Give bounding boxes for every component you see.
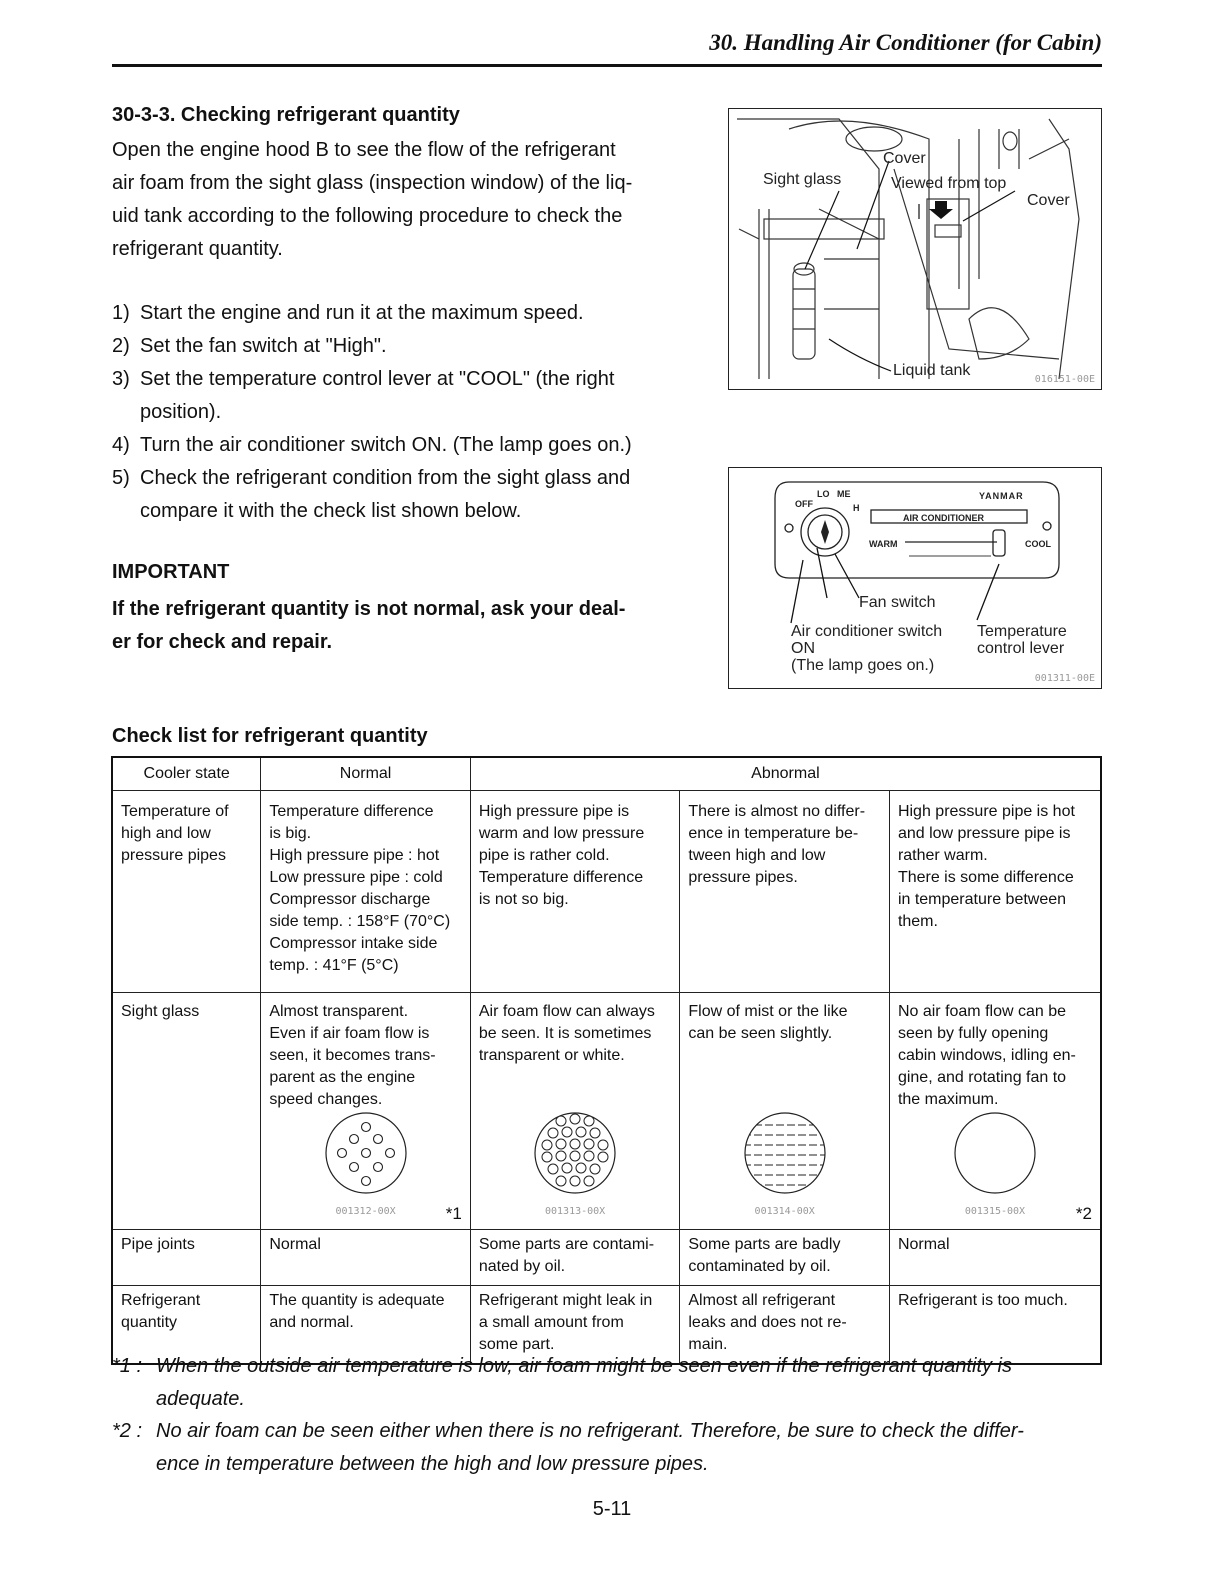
table-cell [889, 993, 1101, 1230]
label-temp-1: Temperature [977, 623, 1067, 640]
cell-line: Some parts are badly [688, 1236, 841, 1253]
cell-line: Normal [897, 1236, 950, 1253]
sight-glass-figure [471, 1111, 680, 1229]
figure-code: 016151-00E [1034, 374, 1095, 385]
step-number: 1) [112, 302, 130, 324]
important-title: IMPORTANT [112, 561, 230, 583]
cell-line: No air foam flow can be [897, 1003, 1067, 1020]
running-header: 30. Handling Air Conditioner (for Cabin) [709, 30, 1102, 55]
important-line: If the refrigerant quantity is not normal, ask your deal- [112, 598, 626, 620]
fan-knob-icon [821, 520, 829, 544]
check-list-table [111, 756, 1102, 1365]
table-cell [470, 791, 680, 993]
panel-warm: WARM [869, 539, 898, 549]
row-label-line: Sight glass [121, 1003, 200, 1020]
step-text: Start the engine and run it at the maximum speed. [140, 302, 584, 324]
glass-code: 001313-00X [545, 1206, 606, 1217]
cell-line: leaks and does not re- [688, 1314, 847, 1331]
label-temp-2: control lever [977, 640, 1065, 657]
label-cover-right: Cover [1027, 192, 1070, 209]
header-rule [112, 64, 1102, 67]
step-text: compare it with the check list shown below. [140, 500, 522, 522]
cell-line: pipe is rather cold. [478, 847, 610, 864]
figure-code: 001311-00E [1034, 673, 1095, 684]
intro-line: uid tank according to the following procedure to check the [112, 205, 623, 227]
label-liquid-tank: Liquid tank [893, 362, 971, 379]
cell-line: seen by fully opening [897, 1025, 1049, 1042]
table-cell [470, 993, 680, 1230]
label-sight-glass: Sight glass [763, 171, 842, 188]
cell-line: gine, and rotating fan to [897, 1069, 1067, 1086]
cell-line: parent as the engine [269, 1069, 416, 1086]
sight-glass-transparent-icon [324, 1111, 408, 1195]
cell-line: High pressure pipe : hot [269, 847, 440, 864]
glass-note: *1 [445, 1204, 462, 1223]
important-text [112, 593, 677, 659]
cell-line: Temperature difference [269, 803, 434, 820]
footnote-text: adequate. [156, 1388, 245, 1410]
label-fan-switch: Fan switch [859, 594, 936, 611]
table-cell [470, 1230, 680, 1286]
cell-line: pressure pipes. [688, 869, 798, 886]
step-number: 5) [112, 467, 130, 489]
cell-line: side temp. : 158°F (70°C) [269, 913, 451, 930]
cell-line: speed changes. [269, 1091, 383, 1108]
panel-brand: YANMAR [979, 491, 1024, 501]
table-cell [889, 791, 1101, 993]
cell-line: High pressure pipe is [478, 803, 630, 820]
cell-line: Flow of mist or the like [688, 1003, 848, 1020]
cell-line: Compressor discharge [269, 891, 431, 908]
cell-line: Refrigerant might leak in [478, 1292, 653, 1309]
cell-line: the maximum. [897, 1091, 999, 1108]
intro-line: air foam from the sight glass (inspection window) of the liq- [112, 172, 633, 194]
panel-lo: LO [817, 489, 830, 499]
figure-sight-glass [728, 108, 1102, 390]
cell-line: contaminated by oil. [688, 1258, 831, 1275]
table-row [112, 791, 1101, 993]
cell-line: can be seen slightly. [688, 1025, 833, 1042]
page-number: 5-11 [592, 1498, 632, 1520]
label-ac-switch-3: (The lamp goes on.) [791, 657, 935, 674]
cell-line: in temperature between [897, 891, 1067, 908]
cell-line: The quantity is adequate [269, 1292, 445, 1309]
table-cell [680, 993, 890, 1230]
cell-line: Low pressure pipe : cold [269, 869, 443, 886]
footnote-text: ence in temperature between the high and low pressure pipes. [156, 1453, 709, 1475]
cell-line: Even if air foam flow is [269, 1025, 430, 1042]
step-text: Set the fan switch at "High". [140, 335, 387, 357]
section-title: 30-3-3. Checking refrigerant quantity [112, 104, 460, 126]
table-header-row [112, 757, 1101, 791]
cell-line: Normal [269, 1236, 321, 1253]
step-text: position). [140, 401, 222, 423]
cell-line: cabin windows, idling en- [897, 1047, 1076, 1064]
glass-code: 001315-00X [964, 1206, 1026, 1217]
sight-glass-clear-icon [953, 1111, 1037, 1195]
panel-cool: COOL [1025, 539, 1051, 549]
panel-ac-label: AIR CONDITIONER [903, 513, 984, 523]
row-label-line: Pipe joints [121, 1236, 195, 1253]
step-5 [112, 462, 677, 528]
procedure-steps [112, 297, 677, 528]
cell-line: Almost transparent. [269, 1003, 409, 1020]
step-text: Set the temperature control lever at "COOL" (the right [140, 368, 615, 390]
cell-line: a small amount from [478, 1314, 624, 1331]
row-label-line: pressure pipes [121, 847, 226, 864]
panel-h: H [853, 503, 860, 513]
cell-line: main. [688, 1336, 728, 1353]
cell-line: Temperature difference [478, 869, 644, 886]
cell-line: and low pressure pipe is [897, 825, 1071, 842]
sight-glass-foam-icon [533, 1111, 617, 1195]
figure-control-panel [728, 467, 1102, 689]
table-cell [680, 791, 890, 993]
glass-code: 001312-00X [335, 1206, 396, 1217]
cell-line: High pressure pipe is hot [897, 803, 1075, 820]
step-number: 2) [112, 335, 130, 357]
cell-line: is not so big. [478, 891, 569, 908]
cell-line: Almost all refrigerant [688, 1292, 836, 1309]
row-label-line: Refrigerant [121, 1292, 201, 1309]
sight-glass-figure [890, 1111, 1100, 1229]
table-row [112, 993, 1101, 1230]
footnote-text: When the outside air temperature is low, air foam might be seen even if the refrigerant quantity is [156, 1355, 1012, 1377]
table-cell [680, 1230, 890, 1286]
table-cell [261, 1230, 471, 1286]
table-cell [261, 791, 471, 993]
glass-code: 001314-00X [754, 1206, 815, 1217]
row-label-line: high and low [121, 825, 211, 842]
intro-line: Open the engine hood B to see the flow of the refrigerant [112, 139, 616, 161]
step-1 [112, 297, 677, 330]
label-viewed-from-top: Viewed from top [891, 175, 1007, 192]
footnote-mark: *1 : [112, 1355, 143, 1377]
label-ac-switch-2: ON [791, 640, 815, 657]
cell-line: There is some difference [897, 869, 1074, 886]
footnote-text: No air foam can be seen either when there is no refrigerant. Therefore, be sure to check the differ- [156, 1420, 1024, 1442]
label-cover-top: Cover [883, 150, 926, 167]
footnote-2 [112, 1415, 1102, 1481]
sight-glass-figure [261, 1111, 470, 1229]
step-text: Turn the air conditioner switch ON. (The lamp goes on.) [140, 434, 632, 456]
row-label-line: quantity [121, 1314, 178, 1331]
cell-line: is big. [269, 825, 312, 842]
table-title: Check list for refrigerant quantity [112, 725, 428, 747]
table-cell [889, 1230, 1101, 1286]
sight-glass-figure [680, 1111, 889, 1229]
intro-line: refrigerant quantity. [112, 238, 283, 260]
cell-line: Compressor intake side [269, 935, 438, 952]
header-cooler-state: Cooler state [112, 757, 261, 791]
cell-line: warm and low pressure [478, 825, 645, 842]
panel-off: OFF [795, 499, 813, 509]
row-label [112, 993, 261, 1230]
cell-line: be seen. It is sometimes [478, 1025, 652, 1042]
table-row [112, 1230, 1101, 1286]
step-number: 4) [112, 434, 130, 456]
important-line: er for check and repair. [112, 631, 333, 653]
cell-line: transparent or white. [478, 1047, 625, 1064]
step-4 [112, 429, 677, 462]
table-cell [261, 993, 471, 1230]
cell-line: Some parts are contami- [478, 1236, 655, 1253]
footnote-mark: *2 : [112, 1420, 143, 1442]
cell-line: tween high and low [688, 847, 826, 864]
sight-glass-mist-icon [743, 1111, 827, 1195]
footnote-1 [112, 1350, 1102, 1416]
step-text: Check the refrigerant condition from the sight glass and [140, 467, 631, 489]
cell-line: rather warm. [897, 847, 988, 864]
arrow-down-icon [929, 201, 953, 219]
cell-line: Air foam flow can always [478, 1003, 655, 1020]
cell-line: them. [897, 913, 938, 930]
row-label [112, 1230, 261, 1286]
glass-note: *2 [1075, 1204, 1092, 1223]
cell-line: seen, it becomes trans- [269, 1047, 436, 1064]
cell-line: and normal. [269, 1314, 354, 1331]
cell-line: some part. [478, 1336, 555, 1353]
cell-line: temp. : 41°F (5°C) [269, 957, 399, 974]
step-3 [112, 363, 677, 429]
header-abnormal: Abnormal [470, 757, 1101, 791]
step-2 [112, 330, 677, 363]
row-label [112, 791, 261, 993]
panel-me: ME [837, 489, 851, 499]
label-ac-switch-1: Air conditioner switch [791, 623, 943, 640]
cell-line: ence in temperature be- [688, 825, 859, 842]
cell-line: Refrigerant is too much. [897, 1292, 1068, 1309]
cell-line: nated by oil. [478, 1258, 566, 1275]
intro-paragraph [112, 134, 677, 266]
cell-line: There is almost no differ- [688, 803, 866, 820]
row-label-line: Temperature of [121, 803, 229, 820]
header-normal: Normal [261, 757, 471, 791]
step-number: 3) [112, 368, 130, 390]
